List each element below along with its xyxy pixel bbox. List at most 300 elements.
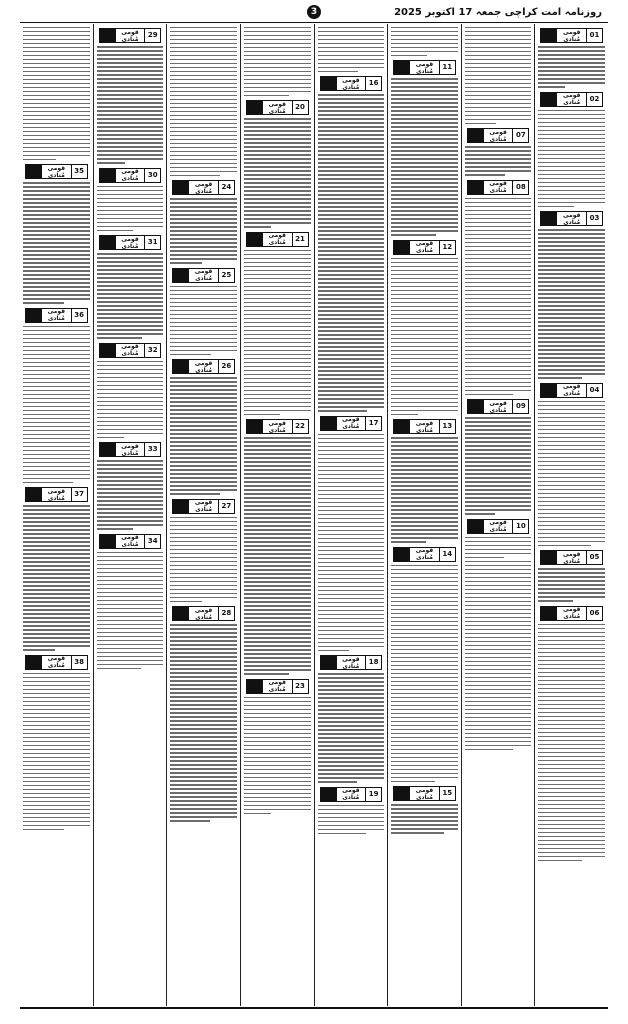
text-line bbox=[244, 625, 311, 627]
text-line bbox=[391, 565, 458, 567]
text-line bbox=[97, 78, 164, 80]
text-line bbox=[244, 394, 311, 396]
text-line bbox=[244, 473, 311, 475]
text-line bbox=[318, 610, 385, 612]
text-line bbox=[23, 537, 90, 539]
text-line bbox=[170, 788, 237, 790]
text-line bbox=[170, 684, 237, 686]
text-line bbox=[170, 768, 237, 770]
text-line bbox=[97, 62, 164, 64]
notice-number: 23 bbox=[292, 680, 308, 693]
text-line bbox=[391, 286, 458, 288]
text-line bbox=[170, 338, 237, 340]
text-line bbox=[538, 313, 605, 315]
text-line bbox=[244, 541, 311, 543]
text-line bbox=[538, 170, 605, 172]
text-line bbox=[391, 278, 458, 280]
notice-number: 08 bbox=[512, 181, 528, 194]
text-line bbox=[23, 394, 90, 396]
text-line bbox=[23, 482, 73, 484]
text-line bbox=[318, 582, 385, 584]
notice-badge bbox=[540, 383, 603, 398]
text-line bbox=[391, 51, 458, 53]
text-line bbox=[170, 577, 237, 579]
text-line bbox=[318, 110, 385, 112]
text-line bbox=[23, 645, 90, 647]
notice-logo-icon bbox=[541, 29, 557, 42]
notice-logo-icon bbox=[394, 787, 410, 800]
text-line bbox=[391, 828, 458, 830]
notice bbox=[538, 550, 605, 602]
text-line bbox=[170, 111, 237, 113]
text-line bbox=[318, 510, 385, 512]
text-line bbox=[318, 438, 385, 440]
text-line bbox=[465, 222, 532, 224]
text-line bbox=[244, 174, 311, 176]
text-line bbox=[170, 449, 237, 451]
text-line bbox=[538, 824, 605, 826]
text-line bbox=[97, 528, 133, 530]
text-line bbox=[538, 740, 605, 742]
text-line bbox=[244, 202, 311, 204]
text-line bbox=[244, 521, 311, 523]
text-line bbox=[391, 114, 458, 116]
text-line bbox=[391, 673, 458, 675]
text-line bbox=[23, 107, 90, 109]
text-line bbox=[391, 757, 458, 759]
text-line bbox=[23, 234, 90, 236]
text-line bbox=[170, 640, 237, 642]
text-line bbox=[244, 190, 311, 192]
text-line bbox=[244, 95, 289, 97]
text-line bbox=[23, 697, 90, 699]
text-line bbox=[97, 321, 164, 323]
text-line bbox=[97, 226, 164, 228]
notice-logo-icon bbox=[321, 417, 337, 430]
column-1 bbox=[534, 24, 608, 1006]
notice-number: 35 bbox=[71, 165, 87, 178]
text-line bbox=[391, 725, 458, 727]
text-line bbox=[97, 433, 164, 435]
notice-badge bbox=[540, 550, 603, 565]
text-line bbox=[465, 282, 532, 284]
text-line bbox=[97, 106, 164, 108]
text-line bbox=[23, 214, 90, 216]
notice-number: 36 bbox=[71, 309, 87, 322]
text-line bbox=[170, 696, 237, 698]
text-line bbox=[538, 289, 605, 291]
text-line bbox=[23, 382, 90, 384]
text-line bbox=[391, 781, 435, 783]
notice-badge bbox=[99, 442, 162, 457]
notice-number: 28 bbox=[218, 607, 234, 620]
text-line bbox=[318, 570, 385, 572]
text-line bbox=[23, 725, 90, 727]
text-line bbox=[318, 622, 385, 624]
text-line bbox=[97, 552, 164, 554]
text-line bbox=[23, 334, 90, 336]
text-line bbox=[538, 457, 605, 459]
notice-badge bbox=[99, 235, 162, 250]
text-line bbox=[538, 46, 605, 48]
text-line bbox=[391, 509, 458, 511]
text-line bbox=[391, 35, 458, 37]
text-line bbox=[318, 450, 385, 452]
text-line bbox=[538, 449, 605, 451]
notice-number: 12 bbox=[439, 241, 455, 254]
text-line bbox=[318, 693, 385, 695]
text-line bbox=[23, 709, 90, 711]
text-line bbox=[538, 50, 605, 52]
notice bbox=[244, 679, 311, 815]
text-line bbox=[318, 170, 385, 172]
text-line bbox=[465, 549, 532, 551]
text-line bbox=[465, 278, 532, 280]
text-line bbox=[97, 560, 164, 562]
text-line bbox=[244, 525, 311, 527]
text-line bbox=[465, 749, 513, 751]
text-line bbox=[465, 477, 532, 479]
text-line bbox=[23, 238, 90, 240]
text-line bbox=[391, 633, 458, 635]
text-line bbox=[465, 262, 532, 264]
text-line bbox=[244, 226, 271, 228]
text-line bbox=[23, 521, 90, 523]
text-line bbox=[170, 87, 237, 89]
notice-heading: قومی مُنادی bbox=[415, 786, 434, 801]
text-line bbox=[465, 246, 532, 248]
text-line bbox=[244, 649, 311, 651]
text-line bbox=[465, 266, 532, 268]
text-line bbox=[23, 302, 64, 304]
notice-badge bbox=[99, 168, 162, 183]
text-line bbox=[170, 342, 237, 344]
notice-logo-icon bbox=[26, 656, 42, 669]
text-line bbox=[391, 350, 458, 352]
text-line bbox=[318, 522, 385, 524]
text-line bbox=[170, 796, 237, 798]
text-line bbox=[465, 713, 532, 715]
text-line bbox=[97, 588, 164, 590]
notice-body bbox=[391, 27, 458, 57]
text-line bbox=[538, 261, 605, 263]
text-line bbox=[318, 518, 385, 520]
text-line bbox=[244, 501, 311, 503]
notice-badge bbox=[540, 28, 603, 43]
dateline: روزنامہ امت کراچی جمعہ 17 اکتوبر 2025 bbox=[394, 7, 602, 18]
text-line bbox=[538, 421, 605, 423]
text-line bbox=[97, 134, 164, 136]
notice-heading: قومی مُنادی bbox=[121, 235, 139, 250]
text-line bbox=[244, 350, 311, 352]
text-line bbox=[538, 473, 605, 475]
text-line bbox=[391, 174, 458, 176]
text-line bbox=[97, 46, 164, 48]
text-line bbox=[538, 469, 605, 471]
text-line bbox=[465, 609, 532, 611]
notice-badge bbox=[172, 499, 235, 514]
notice-body bbox=[538, 624, 605, 862]
text-line bbox=[391, 258, 458, 260]
text-line bbox=[170, 648, 237, 650]
text-line bbox=[465, 150, 532, 152]
text-line bbox=[538, 174, 605, 176]
text-line bbox=[318, 442, 385, 444]
text-line bbox=[538, 768, 605, 770]
text-line bbox=[465, 593, 532, 595]
text-line bbox=[244, 374, 311, 376]
notice-number: 02 bbox=[586, 93, 602, 106]
text-line bbox=[318, 55, 385, 57]
text-line bbox=[170, 151, 237, 153]
text-line bbox=[170, 226, 237, 228]
text-line bbox=[244, 346, 311, 348]
text-line bbox=[465, 362, 532, 364]
text-line bbox=[391, 310, 458, 312]
text-line bbox=[97, 568, 164, 570]
text-line bbox=[244, 673, 289, 675]
text-line bbox=[391, 541, 426, 543]
text-line bbox=[23, 147, 90, 149]
text-line bbox=[23, 549, 90, 551]
text-line bbox=[538, 756, 605, 758]
text-line bbox=[244, 745, 311, 747]
text-line bbox=[318, 258, 385, 260]
text-line bbox=[97, 556, 164, 558]
text-line bbox=[391, 370, 458, 372]
text-line bbox=[23, 198, 90, 200]
text-line bbox=[391, 294, 458, 296]
text-line bbox=[391, 398, 458, 400]
text-line bbox=[538, 329, 605, 331]
text-line bbox=[97, 261, 164, 263]
text-line bbox=[391, 804, 458, 806]
notice-body bbox=[538, 229, 605, 379]
text-line bbox=[318, 298, 385, 300]
text-line bbox=[538, 249, 605, 251]
text-line bbox=[97, 305, 164, 307]
text-line bbox=[538, 541, 605, 543]
text-line bbox=[23, 446, 90, 448]
text-line bbox=[23, 529, 90, 531]
text-line bbox=[170, 740, 237, 742]
notice-body bbox=[391, 804, 458, 834]
text-line bbox=[244, 306, 311, 308]
text-line bbox=[318, 126, 385, 128]
notice-body bbox=[318, 27, 385, 73]
notice-heading: قومی مُنادی bbox=[268, 679, 286, 693]
text-line bbox=[391, 190, 458, 192]
text-line bbox=[465, 641, 532, 643]
text-line bbox=[538, 580, 605, 582]
text-line bbox=[391, 701, 458, 703]
text-line bbox=[538, 780, 605, 782]
text-line bbox=[170, 107, 237, 109]
text-line bbox=[318, 234, 385, 236]
text-line bbox=[318, 314, 385, 316]
text-line bbox=[170, 521, 237, 523]
text-line bbox=[170, 565, 237, 567]
text-line bbox=[23, 721, 90, 723]
text-line bbox=[318, 222, 385, 224]
text-line bbox=[244, 697, 311, 699]
notice bbox=[170, 606, 237, 822]
text-line bbox=[23, 458, 90, 460]
text-line bbox=[391, 709, 458, 711]
text-line bbox=[538, 592, 605, 594]
notice-heading: قومی مُنادی bbox=[415, 547, 434, 561]
text-line bbox=[170, 660, 237, 662]
notice-heading: قومی مُنادی bbox=[489, 180, 507, 194]
text-line bbox=[391, 629, 458, 631]
text-line bbox=[538, 728, 605, 730]
text-line bbox=[318, 650, 349, 652]
notice-number: 11 bbox=[439, 61, 455, 74]
text-line bbox=[244, 793, 311, 795]
text-line bbox=[244, 294, 311, 296]
text-line bbox=[170, 728, 237, 730]
text-line bbox=[244, 477, 311, 479]
text-line bbox=[97, 154, 164, 156]
notice-body bbox=[391, 565, 458, 783]
notice-number: 22 bbox=[292, 420, 308, 433]
text-line bbox=[170, 131, 237, 133]
text-line bbox=[170, 397, 237, 399]
notice-logo-icon bbox=[247, 101, 263, 114]
text-line bbox=[391, 469, 458, 471]
text-line bbox=[538, 692, 605, 694]
text-line bbox=[23, 346, 90, 348]
text-line bbox=[244, 55, 311, 57]
text-line bbox=[391, 441, 458, 443]
text-line bbox=[465, 461, 532, 463]
notice-heading: قومی مُنادی bbox=[489, 128, 507, 143]
text-line bbox=[23, 230, 90, 232]
text-line bbox=[23, 374, 90, 376]
text-line bbox=[391, 274, 458, 276]
text-line bbox=[391, 134, 458, 136]
text-line bbox=[97, 206, 164, 208]
newspaper-columns bbox=[20, 24, 608, 1006]
notice-logo-icon bbox=[468, 129, 484, 142]
text-line bbox=[97, 309, 164, 311]
notice-heading: قومی مُنادی bbox=[194, 359, 213, 374]
text-line bbox=[391, 773, 458, 775]
text-line bbox=[465, 366, 532, 368]
text-line bbox=[391, 39, 458, 41]
notice-heading: قومی مُنادی bbox=[121, 168, 139, 182]
text-line bbox=[465, 242, 532, 244]
notice-logo-icon bbox=[394, 548, 410, 561]
text-line bbox=[170, 143, 237, 145]
notice-number: 33 bbox=[144, 443, 160, 456]
text-line bbox=[465, 469, 532, 471]
text-line bbox=[97, 210, 164, 212]
text-line bbox=[391, 298, 458, 300]
text-line bbox=[391, 194, 458, 196]
text-line bbox=[465, 330, 532, 332]
text-line bbox=[318, 614, 385, 616]
text-line bbox=[23, 805, 90, 807]
text-line bbox=[23, 366, 90, 368]
text-line bbox=[23, 781, 90, 783]
text-line bbox=[97, 74, 164, 76]
text-line bbox=[391, 689, 458, 691]
text-line bbox=[170, 405, 237, 407]
text-line bbox=[318, 198, 385, 200]
text-line bbox=[318, 514, 385, 516]
text-line bbox=[465, 473, 532, 475]
text-line bbox=[391, 374, 458, 376]
text-line bbox=[23, 83, 90, 85]
text-line bbox=[97, 150, 164, 152]
notice-body bbox=[465, 27, 532, 125]
text-line bbox=[391, 386, 458, 388]
text-line bbox=[244, 633, 311, 635]
text-line bbox=[244, 569, 311, 571]
text-line bbox=[538, 664, 605, 666]
text-line bbox=[97, 82, 164, 84]
text-line bbox=[97, 409, 164, 411]
notice bbox=[170, 27, 237, 177]
text-line bbox=[465, 453, 532, 455]
text-line bbox=[170, 250, 237, 252]
text-line bbox=[97, 98, 164, 100]
text-line bbox=[465, 55, 532, 57]
text-line bbox=[23, 79, 90, 81]
text-line bbox=[244, 402, 311, 404]
text-line bbox=[23, 761, 90, 763]
text-line bbox=[318, 94, 385, 96]
text-line bbox=[538, 525, 605, 527]
text-line bbox=[244, 657, 311, 659]
notice-badge bbox=[172, 180, 235, 195]
notice-logo-icon bbox=[100, 344, 116, 357]
text-line bbox=[170, 401, 237, 403]
text-line bbox=[391, 82, 458, 84]
text-line bbox=[170, 409, 237, 411]
notice-number: 25 bbox=[218, 269, 234, 282]
text-line bbox=[318, 809, 385, 811]
text-line bbox=[23, 753, 90, 755]
text-line bbox=[170, 664, 237, 666]
notice-number: 30 bbox=[144, 169, 160, 182]
text-line bbox=[23, 621, 90, 623]
text-line bbox=[465, 425, 532, 427]
text-line bbox=[538, 190, 605, 192]
text-line bbox=[318, 262, 385, 264]
text-line bbox=[23, 777, 90, 779]
text-line bbox=[538, 624, 605, 626]
notice bbox=[97, 534, 164, 670]
text-line bbox=[465, 318, 532, 320]
notice bbox=[318, 76, 385, 412]
text-line bbox=[244, 386, 311, 388]
text-line bbox=[391, 653, 458, 655]
text-line bbox=[23, 218, 90, 220]
text-line bbox=[97, 110, 164, 112]
text-line bbox=[97, 472, 164, 474]
text-line bbox=[23, 438, 90, 440]
text-line bbox=[23, 561, 90, 563]
notice-body bbox=[23, 673, 90, 831]
text-line bbox=[465, 338, 532, 340]
text-line bbox=[244, 75, 311, 77]
text-line bbox=[538, 489, 605, 491]
text-line bbox=[244, 773, 311, 775]
text-line bbox=[318, 482, 385, 484]
text-line bbox=[97, 425, 164, 427]
